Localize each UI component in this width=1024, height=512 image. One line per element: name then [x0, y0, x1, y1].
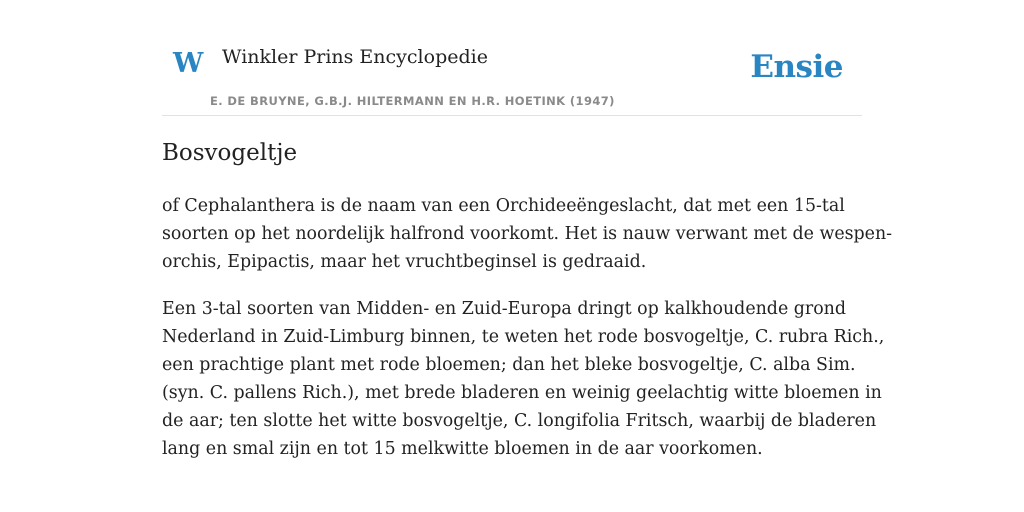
ensie-logo-link[interactable]: Ensie [750, 49, 843, 85]
paragraph-1-line-1: of Cephalanthera is de naam van een Orchideeëngeslacht, dat met een 15-tal [162, 196, 845, 216]
paragraph-2-line-3: een prachtige plant met rode bloemen; dan het bleke bosvogeltje, C. alba Sim. [162, 355, 856, 375]
source-title[interactable]: Winkler Prins Encyclopedie [222, 46, 488, 68]
paragraph-1-line-2: soorten op het noordelijk halfrond voorkomt. Het is nauw verwant met de wespen- [162, 224, 893, 244]
paragraph-2-line-5: de aar; ten slotte het witte bosvogeltje, C. longifolia Fritsch, waarbij de bladeren [162, 411, 877, 431]
paragraph-2-line-1: Een 3-tal soorten van Midden- en Zuid-Europa dringt op kalkhoudende grond [162, 299, 847, 319]
source-header [162, 36, 862, 116]
paragraph-2-line-6: lang en smal zijn en tot 15 melkwitte bloemen in de aar voorkomen. [162, 439, 763, 459]
source-authors: E. DE BRUYNE, G.B.J. HILTERMANN EN H.R. HOETINK (1947) [210, 94, 615, 108]
winkler-prins-logo-icon[interactable]: W [173, 48, 204, 79]
paragraph-2-line-2: Nederland in Zuid-Limburg binnen, te weten het rode bosvogeltje, C. rubra Rich., [162, 327, 885, 347]
paragraph-spacer [162, 276, 862, 295]
paragraph-1-line-3: orchis, Epipactis, maar het vruchtbeginsel is gedraaid. [162, 252, 647, 272]
article-title: Bosvogeltje [162, 140, 298, 166]
paragraph-2-line-4: (syn. C. pallens Rich.), met brede bladeren en weinig geelachtig witte bloemen in [162, 383, 882, 403]
article-body [162, 192, 893, 463]
